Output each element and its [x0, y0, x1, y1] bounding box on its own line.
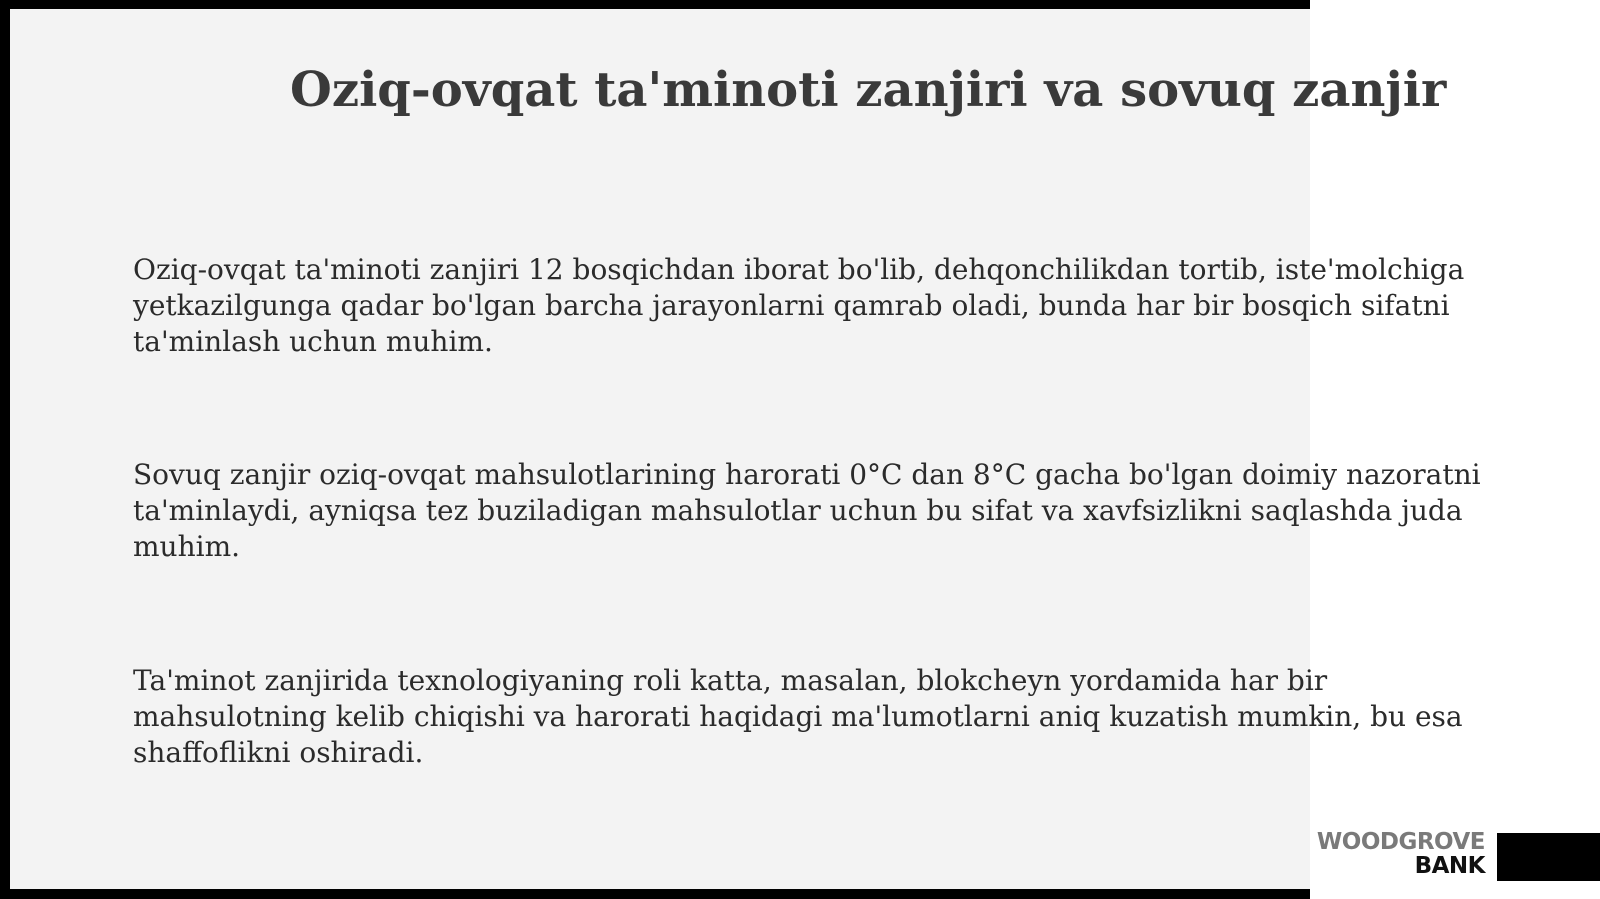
- frame-bottom-border: [0, 889, 1310, 899]
- frame-top-border: [0, 0, 1310, 9]
- slide-title: Oziq-ovqat ta'minoti zanjiri va sovuq zanjir: [290, 62, 1447, 118]
- logo-text-woodgrove: WOODGROVE: [1316, 829, 1485, 855]
- paragraph-technology: Ta'minot zanjirida texnologiyaning roli katta, masalan, blokcheyn yordamida har bir mahsulotning kelib chiqishi va harorati haqidagi ma'lumotlarni aniq kuzatish mumkin, bu esa shaffoflikni oshiradi.: [133, 664, 1463, 769]
- paragraph-cold-chain: Sovuq zanjir oziq-ovqat mahsulotlarining harorati 0°C dan 8°C gacha bo'lgan doimiy nazoratni ta'minlaydi, ayniqsa tez buziladigan mahsulotlar uchun bu sifat va xavfsizlikni saqlashda juda muhim.: [133, 458, 1481, 563]
- paragraph-supply-chain: Oziq-ovqat ta'minoti zanjiri 12 bosqichdan iborat bo'lib, dehqonchilikdan tortib, iste'molchiga yetkazilgunga qadar bo'lgan barcha jarayonlarni qamrab oladi, bunda har bir bosqich sifatni ta'minlash uchun muhim.: [133, 253, 1465, 358]
- frame-left-border: [0, 0, 10, 899]
- logo-black-block: [1497, 833, 1600, 881]
- woodgrove-bank-logo: [1310, 830, 1485, 878]
- logo-text-bank: BANK: [1414, 853, 1485, 879]
